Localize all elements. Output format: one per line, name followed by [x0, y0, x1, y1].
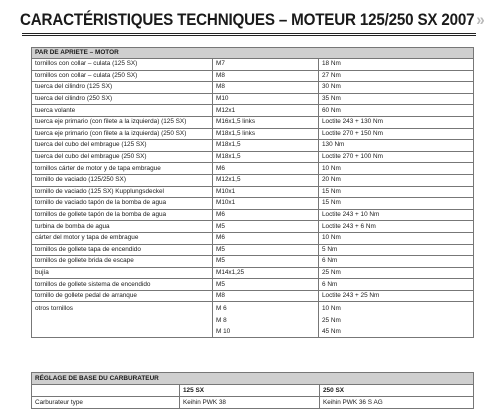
torque-cell: 6 Nm: [319, 279, 474, 291]
table-row: [32, 290, 474, 302]
thread-cell: M5: [213, 221, 319, 233]
part-cell: tornillo de vaciado (125 SX) Kupplungsdeckel: [32, 186, 213, 198]
torque-cell: [319, 302, 474, 338]
torque-table-header-row: [32, 48, 474, 59]
part-cell: turbina de bomba de agua: [32, 221, 213, 233]
part-cell: tuerca volante: [32, 105, 213, 117]
table-row: [32, 256, 474, 268]
torque-cell: Loctite 243 + 25 Nm: [319, 290, 474, 302]
part-cell: bujía: [32, 267, 213, 279]
torque-value: 45 Nm: [322, 327, 341, 335]
torque-table: [31, 47, 474, 338]
thread-cell: M14x1,25: [213, 267, 319, 279]
thread-cell: M10x1: [213, 186, 319, 198]
part-cell: tornillos de gollete sistema de encendido: [32, 279, 213, 291]
thread-cell: M18x1,5: [213, 140, 319, 152]
part-cell: tuerca eje primario (con filete a la izquierda) (250 SX): [32, 128, 213, 140]
thread-cell: [213, 302, 319, 338]
thread-cell: M18x1,5: [213, 151, 319, 163]
thread-value: M 6: [216, 305, 227, 313]
part-cell: tornillos de gollete brida de escape: [32, 256, 213, 268]
torque-cell: Loctite 270 + 150 Nm: [319, 128, 474, 140]
carburetor-type-250: Keihin PWK 36 S AG: [320, 397, 474, 409]
table-row: [32, 151, 474, 163]
page-title-text: CARACTÉRISTIQUES TECHNIQUES – MOTEUR 125/250 SX 2007: [20, 11, 475, 29]
thread-cell: M6: [213, 209, 319, 221]
part-cell: tornillos cárter de motor y de tapa embrague: [32, 163, 213, 175]
torque-cell: 10 Nm: [319, 163, 474, 175]
part-cell: tuerca del cilindro (125 SX): [32, 82, 213, 94]
torque-cell: 30 Nm: [319, 82, 474, 94]
part-cell: cárter del motor y tapa de embrague: [32, 232, 213, 244]
table-row: [32, 186, 474, 198]
part-cell: tuerca eje primario (con filete a la izquierda) (125 SX): [32, 116, 213, 128]
table-row: [32, 70, 474, 82]
double-chevron-icon: »: [476, 11, 485, 29]
table-row: [32, 198, 474, 210]
table-row-other-screws: [32, 302, 474, 338]
thread-cell: M10: [213, 93, 319, 105]
torque-cell: 6 Nm: [319, 256, 474, 268]
torque-cell: Loctite 243 + 10 Nm: [319, 209, 474, 221]
part-cell: tornillos con collar – culata (125 SX): [32, 59, 213, 71]
table-row: [32, 82, 474, 94]
carburetor-type-label: Carburateur type: [32, 397, 180, 409]
thread-cell: M5: [213, 256, 319, 268]
table-row: [32, 174, 474, 186]
part-cell: tornillo de vaciado tapón de la bomba de agua: [32, 198, 213, 210]
part-label: otros tornillos: [35, 305, 74, 313]
thread-cell: M5: [213, 244, 319, 256]
thread-cell: M10x1: [213, 198, 319, 210]
torque-cell: 35 Nm: [319, 93, 474, 105]
part-cell: [32, 302, 213, 338]
carburetor-col-125: 125 SX: [180, 385, 320, 397]
carburetor-table-header-row: [32, 373, 474, 385]
thread-cell: M16x1,5 links: [213, 116, 319, 128]
carburetor-type-row: [32, 397, 474, 409]
carburetor-model-row: [32, 385, 474, 397]
table-row: [32, 116, 474, 128]
carburetor-table-header: RÉGLAGE DE BASE DU CARBURATEUR: [32, 373, 474, 385]
thread-cell: M18x1,5 links: [213, 128, 319, 140]
thread-value: M 8: [216, 316, 227, 324]
part-cell: tuerca del cubo del embrague (250 SX): [32, 151, 213, 163]
thread-cell: M7: [213, 59, 319, 71]
table-row: [32, 209, 474, 221]
torque-cell: 5 Nm: [319, 244, 474, 256]
thread-cell: M8: [213, 70, 319, 82]
torque-cell: Loctite 270 + 100 Nm: [319, 151, 474, 163]
table-row: [32, 279, 474, 291]
table-row: [32, 93, 474, 105]
part-cell: tornillo de vaciado (125/250 SX): [32, 174, 213, 186]
table-row: [32, 59, 474, 71]
part-cell: tornillo de gollete pedal de arranque: [32, 290, 213, 302]
torque-cell: 130 Nm: [319, 140, 474, 152]
torque-cell: 60 Nm: [319, 105, 474, 117]
thread-cell: M8: [213, 82, 319, 94]
thread-cell: M6: [213, 163, 319, 175]
part-cell: tuerca del cubo del embrague (125 SX): [32, 140, 213, 152]
part-cell: tuerca del cilindro (250 SX): [32, 93, 213, 105]
thread-cell: M8: [213, 290, 319, 302]
table-row: [32, 267, 474, 279]
table-row: [32, 128, 474, 140]
part-cell: tornillos de gollete tapa de encendido: [32, 244, 213, 256]
torque-cell: 27 Nm: [319, 70, 474, 82]
torque-cell: 10 Nm: [319, 232, 474, 244]
thread-cell: M12x1,5: [213, 174, 319, 186]
torque-table-header: PAR DE APRIETE – MOTOR: [32, 48, 474, 59]
title-rule-secondary: [22, 35, 476, 36]
torque-cell: 15 Nm: [319, 198, 474, 210]
carburetor-empty-cell: [32, 385, 180, 397]
title-rule: [22, 33, 476, 34]
torque-cell: 25 Nm: [319, 267, 474, 279]
carburetor-type-125: Keihin PWK 38: [180, 397, 320, 409]
torque-cell: Loctite 243 + 6 Nm: [319, 221, 474, 233]
torque-cell: 20 Nm: [319, 174, 474, 186]
table-row: [32, 163, 474, 175]
table-row: [32, 232, 474, 244]
torque-value: 10 Nm: [322, 305, 341, 313]
carburetor-col-250: 250 SX: [320, 385, 474, 397]
carburetor-table: [31, 372, 474, 409]
table-row: [32, 105, 474, 117]
thread-cell: M12x1: [213, 105, 319, 117]
torque-cell: 18 Nm: [319, 59, 474, 71]
torque-cell: 15 Nm: [319, 186, 474, 198]
thread-cell: M5: [213, 279, 319, 291]
page-title: [20, 6, 484, 34]
thread-cell: M6: [213, 232, 319, 244]
table-row: [32, 221, 474, 233]
table-row: [32, 140, 474, 152]
torque-value: 25 Nm: [322, 316, 341, 324]
part-cell: tornillos de gollete tapón de la bomba de agua: [32, 209, 213, 221]
thread-value: M 10: [216, 327, 231, 335]
part-cell: tornillos con collar – culata (250 SX): [32, 70, 213, 82]
table-row: [32, 244, 474, 256]
torque-cell: Loctite 243 + 130 Nm: [319, 116, 474, 128]
